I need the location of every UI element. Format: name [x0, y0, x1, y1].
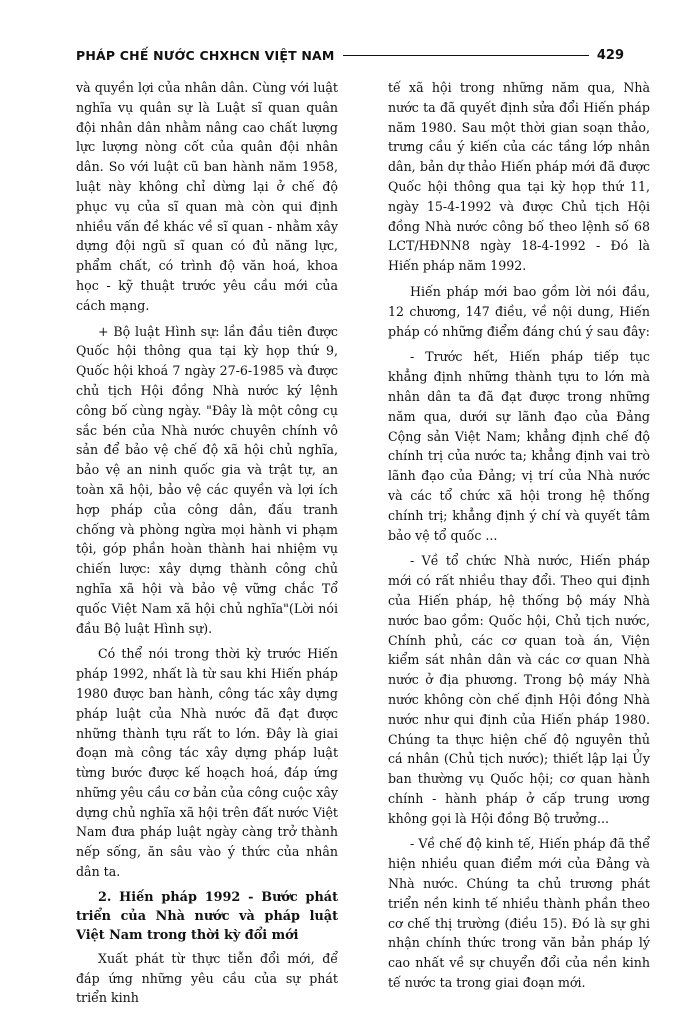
- running-header: [76, 44, 624, 66]
- paragraph: và quyền lợi của nhân dân. Cùng với luật nghĩa vụ quân sự là Luật sĩ quan quân đội nhân dân nhằm nâng cao chất lượng lực lượng nòng cốt của quân đội nhân dân. So với luật cũ ban hành năm 1958, luật này không chỉ dừng lại ở chế độ phục vụ của sĩ quan mà còn qui định nhiều vấn đề khác về sĩ quan - nhằm xây dựng đội ngũ sĩ quan có đủ năng lực, phẩm chất, có trình độ văn hoá, khoa học - kỹ thuật trước yêu cầu mới của cách mạng.: [76, 80, 338, 313]
- paragraph: + Bộ luật Hình sự: lần đầu tiên được Quốc hội thông qua tại kỳ họp thứ 9, Quốc hội khoá 7 ngày 27-6-1985 và được chủ tịch Hội đồng Nhà nước ký lệnh công bố cùng ngày. "Đây là một công cụ sắc bén của Nhà nước chuyên chính vô sản để bảo vệ chế độ xã hội chủ nghĩa, bảo vệ an ninh quốc gia và trật tự, an toàn xã hội, bảo vệ các quyền và lợi ích hợp pháp của công dân, đấu tranh chống và phòng ngừa mọi hành vi phạm tội, góp phần hoàn thành hai nhiệm vụ chiến lược: xây dựng thành công chủ nghĩa xã hội và bảo vệ vững chắc Tổ quốc Việt Nam xã hội chủ nghĩa"(Lời nói đầu Bộ luật Hình sự).: [76, 323, 338, 636]
- left-column: [76, 78, 338, 1014]
- right-column: [388, 78, 650, 999]
- paragraph: - Về tổ chức Nhà nước, Hiến pháp mới có rất nhiều thay đổi. Theo qui định của Hiến pháp, hệ thống bộ máy Nhà nước bao gồm: Quốc hội, Chủ tịch nước, Chính phủ, các cơ quan toà án, Viện kiểm sát nhân dân và các cơ quan Nhà nước ở địa phương. Trong bộ máy Nhà nước không còn chế định Hội đồng Nhà nước như qui định của Hiến pháp 1980. Chúng ta thực hiện chế độ nguyên thủ cá nhân (Chủ tịch nước); thiết lập lại Ủy ban thường vụ Quốc hội; cơ quan hành chính - hành pháp ở cấp trung ương không gọi là Hội đồng Bộ trưởng...: [388, 553, 650, 826]
- paragraph: - Về chế độ kinh tế, Hiến pháp đã thể hiện nhiều quan điểm mới của Đảng và Nhà nước. Chúng ta chủ trương phát triển nền kinh tế nhiều thành phần theo cơ chế thị trường (điều 15). Đó là sự ghi nhận chính thức trong văn bản pháp lý cao nhất về sự chuyển đổi của nền kinh tế nước ta trong giai đoạn mới.: [388, 836, 650, 991]
- paragraph: - Trước hết, Hiến pháp tiếp tục khẳng định những thành tựu to lớn mà nhân dân ta đã đạt được trong những năm qua, dưới sự lãnh đạo của Đảng Cộng sản Việt Nam; khẳng định chế độ chính trị của nước ta; khẳng định vai trò lãnh đạo của Đảng; vị trí của Nhà nước và các tổ chức xã hội trong hệ thống chính trị; khẳng định ý chí và quyết tâm bảo vệ tổ quốc ...: [388, 349, 650, 543]
- page-number: 429: [596, 47, 624, 63]
- running-title: PHÁP CHẾ NƯỚC CHXHCN VIỆT NAM: [76, 47, 335, 63]
- paragraph: Hiến pháp mới bao gồm lời nói đầu, 12 chương, 147 điều, về nội dung, Hiến pháp có những điểm đáng chú ý sau đây:: [388, 283, 650, 339]
- paragraph: Có thể nói trong thời kỳ trước Hiến pháp 1992, nhất là từ sau khi Hiến pháp 1980 được ban hành, công tác xây dựng pháp luật của Nhà nước đã đạt được những thành tựu rất to lớn. Đây là giai đoạn mà công tác xây dựng pháp luật từng bước được kế hoạch hoá, đáp ứng những yêu cầu cơ bản của công cuộc xây dựng chủ nghĩa xã hội trên đất nước Việt Nam đưa pháp luật ngày càng trở thành nếp sống, ăn sâu vào ý thức của nhân dân ta.: [76, 646, 338, 880]
- header-rule: [343, 55, 589, 56]
- section-heading: 2. Hiến pháp 1992 - Bước phát triển của Nhà nước và pháp luật Việt Nam trong thời kỳ đổi mới: [76, 889, 338, 943]
- paragraph: Xuất phát từ thực tiễn đổi mới, để đáp ứng những yêu cầu của sự phát triển kinh: [76, 950, 338, 1006]
- paragraph: tế xã hội trong những năm qua, Nhà nước ta đã quyết định sửa đổi Hiến pháp năm 1980. Sau một thời gian soạn thảo, trưng cầu ý kiến của các tầng lớp nhân dân, bản dự thảo Hiến pháp mới đã được Quốc hội thông qua tại kỳ họp thứ 11, ngày 15-4-1992 và được Chủ tịch Hội đồng Nhà nước công bố theo lệnh số 68 LCT/HĐNN8 ngày 18-4-1992 - Đó là Hiến pháp năm 1992.: [388, 80, 650, 274]
